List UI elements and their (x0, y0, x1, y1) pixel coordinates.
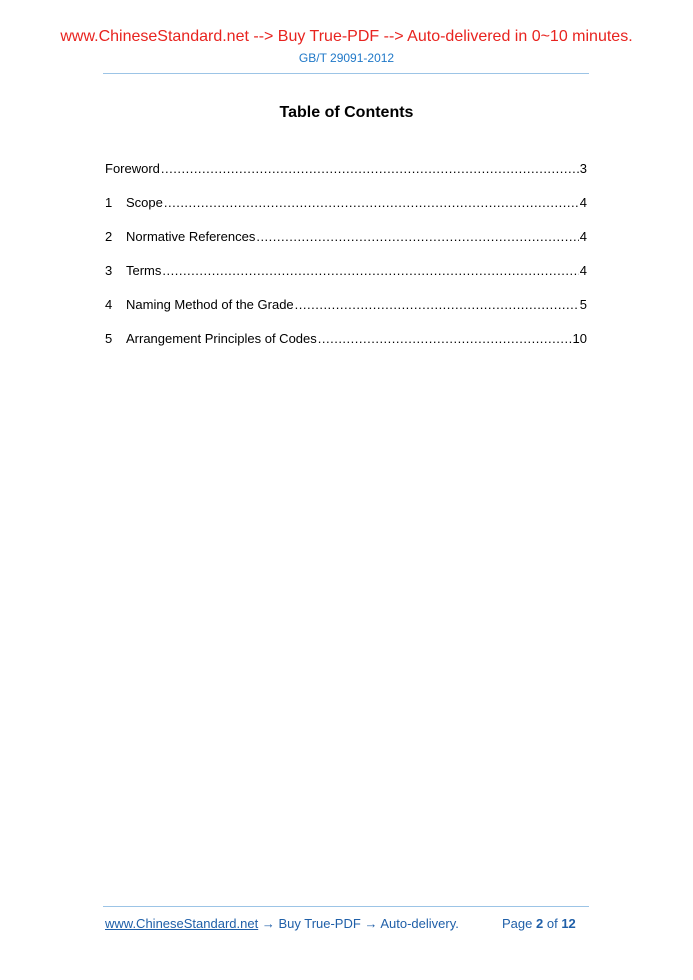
toc-entry-normative-references[interactable] (105, 229, 587, 263)
toc-entry-number: 2 (105, 229, 113, 244)
toc-leader-dots (164, 195, 579, 210)
standard-code: GB/T 29091-2012 (298, 51, 395, 65)
header-divider (103, 73, 589, 74)
toc-entry-foreword[interactable] (105, 161, 587, 195)
toc-entry-scope[interactable] (105, 195, 587, 229)
arrow-right-icon: → (364, 916, 378, 931)
toc-entry-naming-method[interactable] (105, 297, 587, 331)
toc-leader-dots (256, 229, 578, 244)
toc-entry-number: 1 (105, 195, 113, 210)
page-current: 2 (536, 916, 544, 931)
toc-entry-page: 3 (579, 161, 587, 176)
toc-entry-label: Arrangement Principles of Codes (126, 331, 317, 346)
toc-entry-label: Scope (126, 195, 163, 210)
footer-site-link[interactable]: www.ChineseStandard.net (105, 916, 259, 931)
toc-entry-number: 3 (105, 263, 113, 278)
of-word: of (546, 916, 558, 931)
toc-entry-page: 4 (579, 229, 587, 244)
toc-leader-dots (318, 331, 572, 346)
toc-entry-number: 4 (105, 297, 113, 312)
toc-title: Table of Contents (279, 104, 414, 121)
toc-entry-label: Naming Method of the Grade (126, 297, 294, 312)
toc-entry-page: 5 (579, 297, 587, 312)
page-word: Page (502, 916, 533, 931)
footer-promo (105, 916, 459, 931)
promo-banner[interactable]: www.ChineseStandard.net --> Buy True-PDF --> Auto-delivered in 0~10 minutes. (60, 28, 633, 45)
table-of-contents (105, 161, 587, 365)
toc-entry-page: 4 (579, 195, 587, 210)
footer-buy-text: Buy True-PDF (278, 916, 361, 931)
page-total: 12 (561, 916, 576, 931)
toc-entry-label: Foreword (105, 161, 160, 176)
arrow-right-icon: → (261, 916, 275, 931)
toc-entry-page: 4 (579, 263, 587, 278)
toc-entry-arrangement-principles[interactable] (105, 331, 587, 365)
toc-entry-terms[interactable] (105, 263, 587, 297)
toc-entry-number: 5 (105, 331, 113, 346)
toc-entry-label: Terms (126, 263, 162, 278)
toc-entry-page: 10 (572, 331, 587, 346)
footer-delivery-text: Auto-delivery. (380, 916, 459, 931)
toc-leader-dots (161, 161, 579, 176)
footer-divider (103, 906, 589, 907)
toc-leader-dots (295, 297, 579, 312)
page-indicator (502, 916, 576, 931)
toc-entry-label: Normative References (126, 229, 256, 244)
toc-leader-dots (162, 263, 578, 278)
